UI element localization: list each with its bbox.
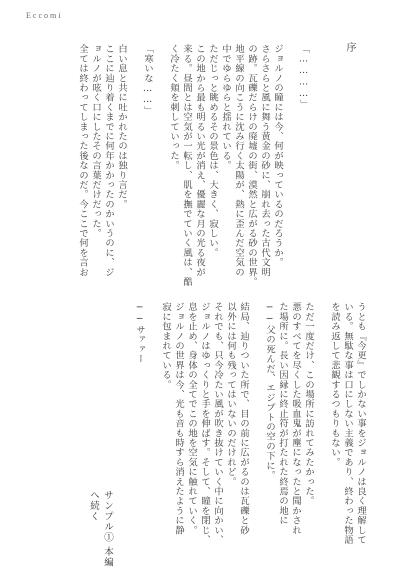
text-line: 以外には何も残ってはいないのだけれど。 (225, 302, 236, 487)
text-line: 「寒いな……」 (142, 44, 153, 116)
paragraph-gap (154, 44, 167, 274)
text-line: 来る。昼間とは空気が一転し、肌を撫でていく風は、酷 (181, 44, 192, 287)
text-line: うとも『今更』でしかない事をジョルノは良く理解して (355, 302, 366, 545)
text-line: ──サァァー (134, 302, 145, 364)
text-line: ──父の死んだ、エジプトの空の下に。 (264, 302, 275, 480)
text-line: 結局、辿りついた所で、目の前に広がるのは瓦礫と砂 (238, 302, 249, 535)
continued-note: サンプル① 本編へ続く (88, 490, 113, 568)
text-line: 息を止め、身体の全てでこの地を空気に触れていく。 (186, 302, 197, 535)
text-line: 悪のすべてを尽くした吸血鬼が塵になったと聞かされ (290, 302, 301, 535)
text-line: 寂に包まれている。 (160, 302, 171, 390)
text-line: この地から最も明るい光が消え、優麗な月の光る夜が (194, 44, 205, 277)
lower-text-column (33, 302, 367, 545)
text-line: ジョルノの瞳には今、何が映っているのだろうか。 (272, 44, 283, 268)
text-line: 中でゆらゆらと揺れている。 (220, 44, 231, 171)
text-line: た場所に。長い因縁に終止符が打たれた終焉の地に (277, 302, 288, 526)
text-line: ここに辿り着くまでに何年かかったのかいうのに、ジ (103, 44, 114, 277)
text-line: ジョルノはゆっくりと手を伸ばす。そして、瞳を閉じ、 (199, 302, 210, 545)
paragraph-gap (315, 302, 328, 534)
text-line: それでも、只今冷たい風が吹き抜けていく中に向かい、 (212, 302, 223, 545)
paragraph-gap (250, 302, 263, 534)
paragraph-gap (128, 44, 141, 274)
text-line: ョルノが呟く口にしたその言葉だけだった。 (90, 44, 101, 238)
text-line: ジョルノの世界は今、光も音も時すら消えたように静 (173, 302, 184, 535)
text-line: 「…………」 (298, 44, 309, 109)
upper-text-column (77, 44, 310, 287)
text-line: く冷たく頬を刺していった。 (168, 44, 179, 171)
paragraph-gap (284, 44, 297, 274)
text-line: ただ一度だけ、この場所に訪れてみたかった。 (303, 302, 314, 506)
text-line: の跡。瓦礫だらけの廃墟の街、漠然と広がる砂の世界。 (246, 44, 257, 287)
text-line: 地平線の向こうに沈み行く太陽が、熱に歪んだ空気の (233, 44, 244, 277)
text-line: 全ては終わってしまった後なのだ。今ここで何を言お (77, 44, 88, 277)
section-title: 序 (344, 42, 355, 52)
text-line: を読み返して悲観するつもりもない。 (329, 302, 340, 467)
text-line: さらさらと風に舞う黄金の砂に、崩れ去った古代文明 (259, 44, 270, 277)
brand-title: Eccomi (26, 11, 63, 20)
text-line: ただじっと眺めるその景色は、大きく、寂しい。 (207, 44, 218, 258)
text-line: 白い息と共に吐かれたのは独り言だ。 (116, 44, 127, 209)
text-line: いる。無駄な事は口にしない主義であり、終わった物語 (342, 302, 353, 545)
paragraph-gap (146, 302, 159, 534)
